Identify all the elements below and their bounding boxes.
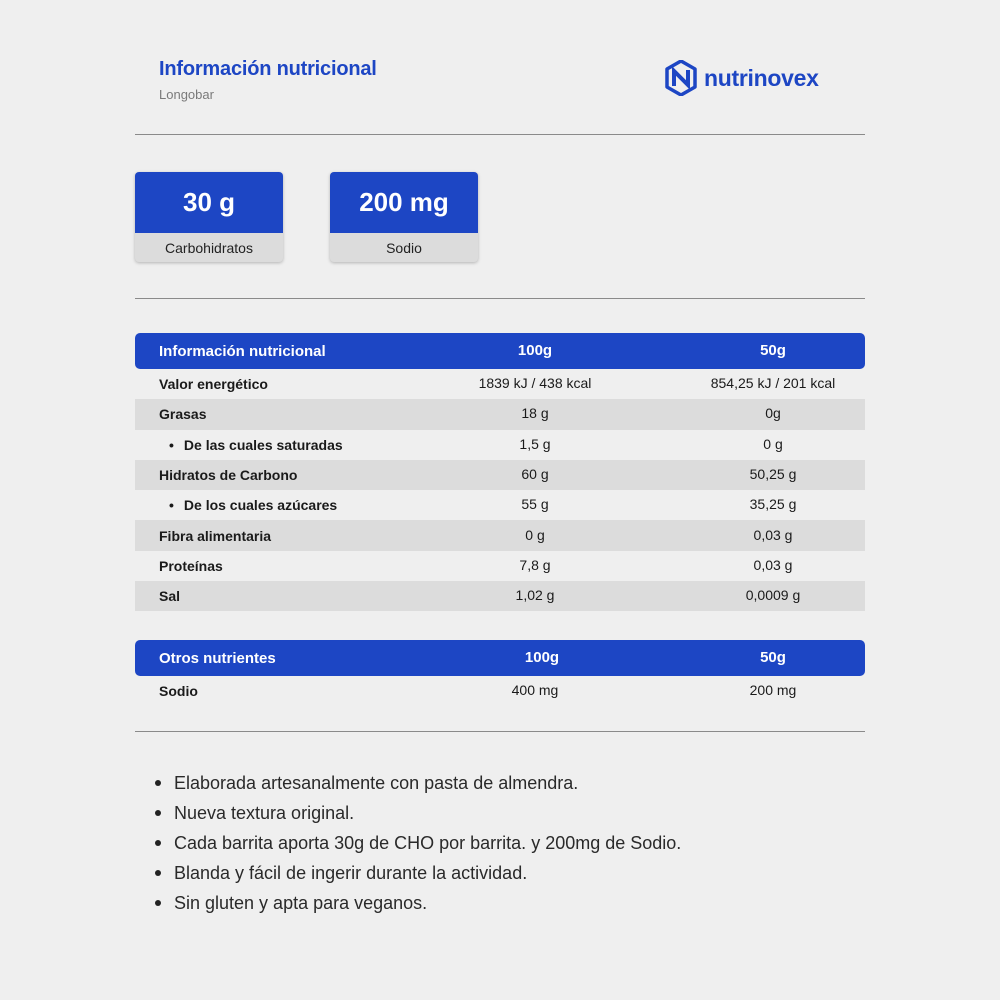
row-value-100g: 7,8 g <box>519 556 551 573</box>
row-value-100g: 1,5 g <box>519 435 551 452</box>
carbs-highlight-card <box>135 172 283 262</box>
table-row <box>135 490 865 520</box>
table-row <box>135 551 865 581</box>
row-value-50g: 50,25 g <box>749 466 797 483</box>
row-value-100g: 60 g <box>521 466 549 483</box>
table-row <box>135 399 865 429</box>
row-value-50g: 0 g <box>763 435 783 452</box>
divider <box>135 298 865 299</box>
row-nutrient: Sal <box>159 588 181 605</box>
row-value-50g: 0,03 g <box>753 526 793 543</box>
highlight-value: 30 g <box>135 172 283 233</box>
table-header <box>135 333 865 369</box>
header-per-50g: 50g <box>760 342 786 359</box>
row-value-50g: 200 mg <box>749 682 797 699</box>
row-value-100g: 18 g <box>521 405 549 422</box>
table-row <box>135 676 865 706</box>
row-nutrient: Sodio <box>159 683 198 700</box>
row-value-50g: 0g <box>765 405 781 422</box>
row-nutrient: Hidratos de Carbono <box>159 467 298 484</box>
row-value-100g: 55 g <box>521 496 549 513</box>
highlight-label: Sodio <box>386 239 422 256</box>
row-nutrient: Grasas <box>159 406 207 423</box>
other-nutrients-table <box>135 640 865 706</box>
row-value-50g: 0,03 g <box>753 556 793 573</box>
table-row <box>135 520 865 550</box>
row-value-100g: 400 mg <box>511 682 559 699</box>
table-row <box>135 369 865 399</box>
feature-item: Elaborada artesanalmente con pasta de almendra. <box>155 768 681 798</box>
header-per-100g: 100g <box>524 649 560 666</box>
sodium-highlight-card <box>330 172 478 262</box>
brand-logo <box>664 60 819 96</box>
row-nutrient: • De las cuales saturadas <box>135 437 535 453</box>
row-value-50g: 0,0009 g <box>745 587 801 604</box>
row-nutrient: Fibra alimentaria <box>159 527 272 544</box>
header-nutrient: Información nutricional <box>159 342 326 360</box>
feature-item: Sin gluten y apta para veganos. <box>155 888 681 918</box>
n-logo-icon <box>664 60 698 96</box>
row-nutrient: Proteínas <box>159 557 223 574</box>
table-header <box>135 640 865 676</box>
header-per-50g: 50g <box>760 649 786 666</box>
feature-item: Nueva textura original. <box>155 798 681 828</box>
divider <box>135 134 865 135</box>
highlight-value: 200 mg <box>330 172 478 233</box>
row-value-100g: 1,02 g <box>515 587 555 604</box>
feature-item: Blanda y fácil de ingerir durante la actividad. <box>155 858 681 888</box>
header-per-100g: 100g <box>517 342 553 359</box>
row-nutrient: Valor energético <box>159 376 268 393</box>
highlight-label: Carbohidratos <box>165 239 253 256</box>
divider <box>135 731 865 732</box>
nutrition-table <box>135 333 865 611</box>
row-value-50g: 854,25 kJ / 201 kcal <box>710 375 836 392</box>
brand-name: nutrinovex <box>704 64 819 91</box>
row-value-50g: 35,25 g <box>749 496 797 513</box>
feature-item: Cada barrita aporta 30g de CHO por barrita. y 200mg de Sodio. <box>155 828 681 858</box>
product-name: Longobar <box>159 87 214 102</box>
table-row <box>135 430 865 460</box>
page-title: Información nutricional <box>159 58 377 80</box>
row-value-100g: 0 g <box>525 526 545 543</box>
row-nutrient: • De los cuales azúcares <box>135 497 535 513</box>
header-nutrient: Otros nutrientes <box>159 649 276 667</box>
feature-list <box>155 768 681 918</box>
table-row <box>135 581 865 611</box>
row-value-100g: 1839 kJ / 438 kcal <box>478 375 592 392</box>
table-row <box>135 460 865 490</box>
